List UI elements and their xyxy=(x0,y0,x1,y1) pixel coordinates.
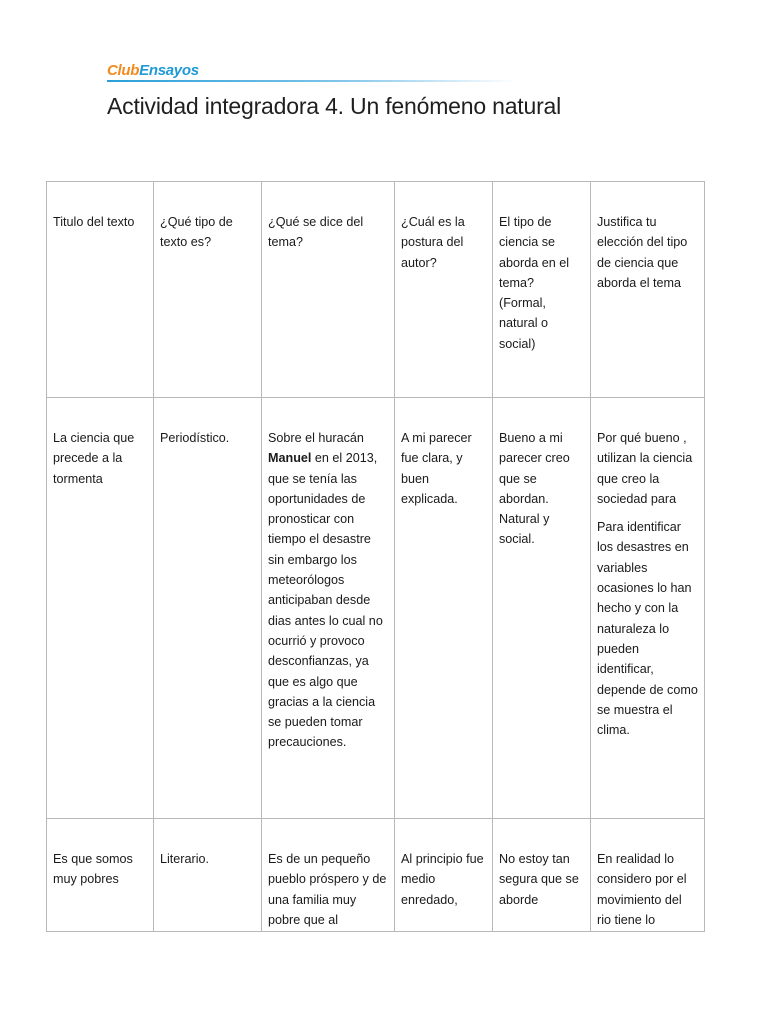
row2-stance: Al principio fue medio enredado, xyxy=(395,819,493,932)
row2-justify: En realidad lo considero por el movimiento del rio tiene lo xyxy=(591,819,705,932)
table-row xyxy=(47,819,705,932)
table-row xyxy=(47,398,705,819)
header-cell-stance: ¿Cuál es la postura del autor? xyxy=(395,182,493,398)
row2-topic: Es de un pequeño pueblo próspero y de una familia muy pobre que al xyxy=(262,819,395,932)
activity-table xyxy=(46,181,705,932)
header-cell-justify: Justifica tu elección del tipo de ciencia que aborda el tema xyxy=(591,182,705,398)
row2-science: No estoy tan segura que se aborde xyxy=(493,819,591,932)
row1-topic: Sobre el huracán Manuel en el 2013, que se tenía las oportunidades de pronosticar con tiempo el desastre sin embargo los meteorólogos anticipaban desde dias antes lo cual no ocurrió y provoco desconfianzas, ya que es algo que gracias a la ciencia se pueden tomar precauciones. xyxy=(262,398,395,819)
row1-justify: Por qué bueno , utilizan la ciencia que creo la sociedad para Para identificar los desastres en variables ocasiones lo han hecho y con la naturaleza lo pueden identificar, depende de como se muestra el clima. xyxy=(591,398,705,819)
header-cell-type: ¿Qué tipo de texto es? xyxy=(154,182,262,398)
row1-title: La ciencia que precede a la tormenta xyxy=(47,398,154,819)
header-cell-title: Titulo del texto xyxy=(47,182,154,398)
header-cell-science: El tipo de ciencia se aborda en el tema? (Formal, natural o social) xyxy=(493,182,591,398)
row1-science: Bueno a mi parecer creo que se abordan. Natural y social. xyxy=(493,398,591,819)
header-cell-topic: ¿Qué se dice del tema? xyxy=(262,182,395,398)
row1-topic-highlight: Manuel xyxy=(268,451,312,466)
clubensayos-logo[interactable]: ClubEnsayos xyxy=(107,62,199,79)
row1-type: Periodístico. xyxy=(154,398,262,819)
document-title: Actividad integradora 4. Un fenómeno natural xyxy=(107,93,562,119)
row2-title: Es que somos muy pobres xyxy=(47,819,154,932)
header-divider xyxy=(107,80,517,82)
row2-type: Literario. xyxy=(154,819,262,932)
table-header-row xyxy=(47,182,705,398)
row1-stance: A mi parecer fue clara, y buen explicada. xyxy=(395,398,493,819)
